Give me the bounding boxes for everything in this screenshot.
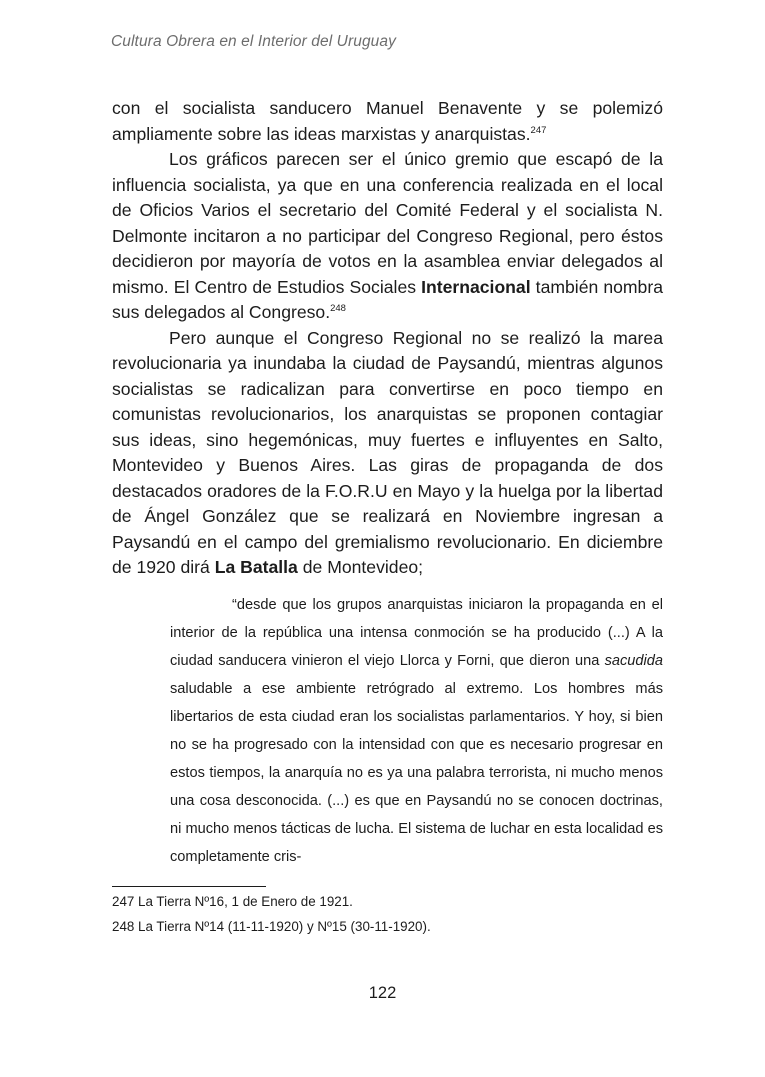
paragraph-3	[112, 326, 663, 581]
footnote-divider	[112, 886, 266, 887]
bold-term: Internacional	[421, 276, 531, 297]
paragraph-text: Pero aunque el Congreso Regional no se realizó la marea revolucionaria ya inundaba la ciudad de Paysandú, mientras algunos socialistas se radicalizan para convertirse en poco tiempo en comunistas revolucionarios, los anarquistas se proponen contagiar sus ideas, sino hegemónicas, muy fuertes e influyentes en Salto, Montevideo y Buenos Aires. Las giras de propaganda de dos destacados oradores de la F.O.R.U en Mayo y la huelga por la libertad de Ángel González que se realizará en Noviembre ingresan a Paysandú en el campo del gremialismo revolucionario. En diciembre de 1920 dirá	[112, 327, 663, 577]
footnote-247: 247 La Tierra Nº16, 1 de Enero de 1921.	[112, 894, 353, 909]
quote-text: saludable a ese ambiente retrógrado al extremo. Los hombres más libertarios de esta ciudad eran los socialistas parlamentarios. Y hoy, si bien no se ha progresado con la intensidad con que es necesario progresar en estos tiempos, la anarquía no es ya una palabra terrorista, ni mucho menos una cosa desconocida. (...) es que en Paysandú no se conocen doctrinas, ni mucho menos tácticas de lucha. El sistema de luchar en esta localidad es completamente cris-	[170, 681, 663, 865]
footnote-248: 248 La Tierra Nº14 (11-11-1920) y Nº15 (30-11-1920).	[112, 919, 431, 934]
paragraph-1	[112, 96, 663, 147]
quote-text: “desde que los grupos anarquistas iniciaron la propaganda en el interior de la república una intensa conmoción se ha producido (...) A la ciudad sanducera vinieron el viejo Llorca y Forni, que dieron una	[170, 597, 663, 669]
running-header: Cultura Obrera en el Interior del Uruguay	[111, 33, 396, 50]
footnotes	[112, 889, 663, 939]
block-quote	[170, 591, 663, 871]
italic-term: sacudida	[604, 653, 663, 669]
page-number: 122	[368, 984, 397, 1002]
paragraph-text: Los gráficos parecen ser el único gremio que escapó de la influencia socialista, ya que en una conferencia realizada en el local de Oficios Varios el secretario del Comité Federal y el socialista N. Delmonte incitaron a no participar del Congreso Regional, pero éstos decidieron por mayoría de votos en la asamblea enviar delegados al mismo. El Centro de Estudios Sociales	[112, 149, 663, 297]
paragraph-text: con el socialista sanducero Manuel Benavente y se polemizó ampliamente sobre las ideas marxistas y anarquistas.	[112, 98, 663, 144]
newspaper-title: La Batalla	[214, 557, 298, 577]
paragraph-2	[112, 147, 663, 326]
footnote-ref-247[interactable]: 247	[530, 124, 547, 136]
paragraph-text: también nombra sus delegados al Congreso.	[112, 276, 663, 322]
footnote-ref-248[interactable]: 248	[330, 303, 346, 314]
paragraph-text: de Montevideo;	[297, 557, 424, 577]
body-text	[112, 96, 663, 581]
